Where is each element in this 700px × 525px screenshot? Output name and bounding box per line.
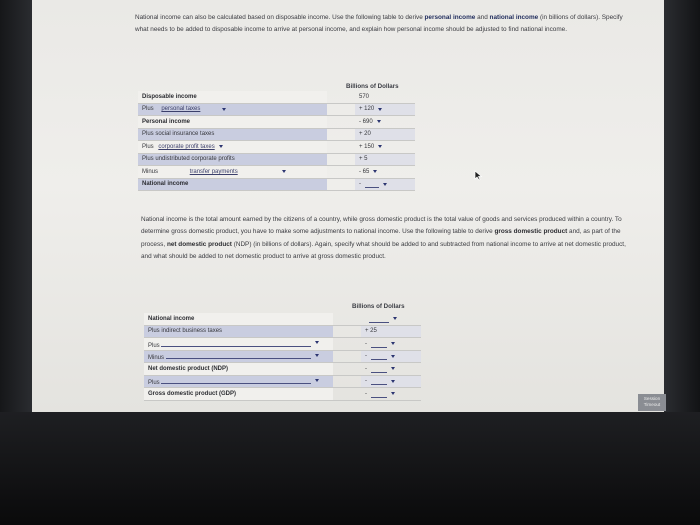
value-dropdown[interactable]: - (365, 390, 395, 398)
table-row: Plus corporate profit taxes + 150 (138, 141, 415, 154)
value-dropdown[interactable]: - (365, 365, 395, 373)
row-dropdown[interactable] (161, 339, 319, 347)
table-row: Plus - (144, 375, 421, 388)
chevron-down-icon (391, 392, 395, 395)
chevron-down-icon (378, 145, 382, 148)
chevron-down-icon (219, 145, 223, 148)
value-dropdown[interactable]: - 65 (359, 169, 377, 175)
table-row: Net domestic product (NDP) - (144, 363, 421, 376)
chevron-down-icon (391, 355, 395, 358)
chevron-down-icon (315, 354, 319, 357)
table-row: Minus transfer payments - 65 (138, 166, 415, 179)
row-dropdown[interactable]: transfer payments (190, 169, 286, 175)
screen (32, 0, 664, 412)
gdp-instructions-paragraph: National income is the total amount earned by the citizens of a country, while gross domestic product is the total value of goods and services produced within a country. To determine gross domestic product, you have to make some adjustments to national income. Use the following table to derive gross domestic product and, as part of the process, net domestic product (NDP) (in billions of dollars). Again, specify what should be added to and subtracted from national income to arrive at net domestic product, and what should be added to net domestic product to arrive at gross domestic product. (141, 216, 626, 260)
chevron-down-icon (391, 342, 395, 345)
value-dropdown[interactable]: - 690 (359, 119, 381, 125)
table1-column-header: Billions of Dollars (346, 83, 399, 90)
value-dropdown[interactable]: + 150 (359, 144, 382, 150)
row-label: Disposable income (138, 91, 327, 103)
table-row: National income - (138, 178, 415, 191)
mouse-cursor-icon (474, 170, 483, 181)
chevron-down-icon (222, 108, 226, 111)
value-dropdown[interactable]: - (365, 377, 395, 385)
gdp-table (144, 313, 421, 401)
chevron-down-icon (378, 108, 382, 111)
chevron-down-icon (391, 380, 395, 383)
intro-paragraph: National income can also be calculated based on disposable income. Use the following table to derive personal income and national income (in billions of dollars). Specify what needs to be added to disposable income to arrive at personal income, and explain how personal income should be adjusted to find national income. (135, 14, 623, 33)
table-row: Plus indirect business taxes + 25 (144, 325, 421, 338)
value-dropdown[interactable] (365, 315, 397, 323)
chevron-down-icon (377, 120, 381, 123)
value-dropdown[interactable]: - (359, 180, 387, 188)
monitor-bezel-bottom (0, 412, 700, 525)
personal-income-table (138, 91, 415, 191)
chevron-down-icon (373, 170, 377, 173)
row-dropdown[interactable] (161, 376, 319, 384)
table-row: Personal income - 690 (138, 116, 415, 129)
table-row: Plus social insurance taxes + 20 (138, 128, 415, 141)
value-dropdown[interactable]: + 120 (359, 106, 382, 112)
session-timeout-button[interactable]: Session Timeout (638, 394, 666, 411)
row-value: 570 (355, 91, 415, 103)
chevron-down-icon (391, 367, 395, 370)
row-dropdown[interactable]: corporate profit taxes (158, 144, 222, 150)
table-row (138, 91, 415, 103)
chevron-down-icon (393, 317, 397, 320)
table-row: National income (144, 313, 421, 325)
table-row: Gross domestic product (GDP) - (144, 388, 421, 401)
value-dropdown[interactable]: - (365, 352, 395, 360)
table-row: Plus - (144, 338, 421, 351)
chevron-down-icon (383, 183, 387, 186)
value-dropdown[interactable]: - (365, 340, 395, 348)
chevron-down-icon (315, 379, 319, 382)
row-dropdown[interactable] (166, 351, 319, 359)
table-row: Plus personal taxes + 120 (138, 103, 415, 116)
table-row: Minus - (144, 350, 421, 363)
chevron-down-icon (315, 341, 319, 344)
table-row: Plus undistributed corporate profits + 5 (138, 153, 415, 166)
row-dropdown[interactable]: personal taxes (161, 106, 226, 112)
table2-column-header: Billions of Dollars (352, 303, 405, 310)
chevron-down-icon (282, 170, 286, 173)
